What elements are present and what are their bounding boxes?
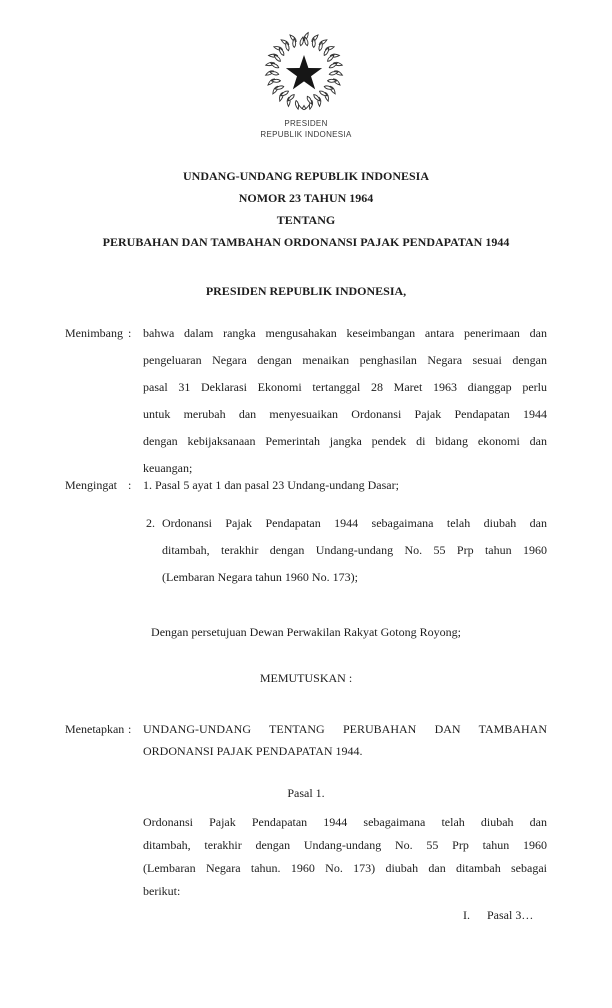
title-line-3: TENTANG xyxy=(276,213,336,227)
memutuskan-heading: MEMUTUSKAN : xyxy=(259,671,353,685)
text-line: untuk merubah dan menyesuaikan Ordonansi Pajak Pendapatan 1944 xyxy=(143,407,547,421)
text-line: bahwa dalam rangka mengusahakan keseimbangan antara penerimaan dan xyxy=(143,326,547,340)
title-line-2: NOMOR 23 TAHUN 1964 xyxy=(238,191,374,205)
text-line: pasal 31 Deklarasi Ekonomi tertanggal 28 Maret 1963 dianggap perlu xyxy=(143,380,547,394)
pasal-1-text xyxy=(143,811,547,903)
presidential-seal-icon xyxy=(261,28,347,114)
menimbang-label: Menimbang xyxy=(65,326,123,340)
mengingat-colon: : xyxy=(128,478,132,492)
text-line: Ordonansi Pajak Pendapatan 1944 sebagaimana telah diubah dan xyxy=(143,815,547,829)
mengingat-item-2-text xyxy=(162,510,547,591)
mengingat-item-2-number: 2. xyxy=(146,516,155,530)
mengingat-item-2 xyxy=(146,510,547,591)
seal-caption xyxy=(0,118,612,140)
title-line-4: PERUBAHAN DAN TAMBAHAN ORDONANSI PAJAK PENDAPATAN 1944 xyxy=(102,235,510,249)
page-continuation-marker xyxy=(463,907,533,923)
text-line: UNDANG-UNDANG TENTANG PERUBAHAN DAN TAMBAHAN xyxy=(143,722,547,736)
text-line: berikut: xyxy=(143,884,181,898)
mengingat-label: Mengingat xyxy=(65,478,117,492)
title-line-1: UNDANG-UNDANG REPUBLIK INDONESIA xyxy=(182,169,430,183)
menetapkan-colon: : xyxy=(128,722,132,736)
menetapkan-section xyxy=(65,718,547,768)
seal-caption-line1: PRESIDEN xyxy=(284,119,328,128)
wreath-bottom-ornament xyxy=(299,105,310,110)
menimbang-text xyxy=(143,320,547,482)
menetapkan-label: Menetapkan xyxy=(65,722,125,736)
text-line: dengan kebijaksanaan Pemerintah jangka pendek di bidang ekonomi dan xyxy=(143,434,547,448)
star-icon xyxy=(286,55,322,89)
text-line: (Lembaran Negara tahun. 1960 No. 173) diubah dan ditambah sebagai xyxy=(143,861,547,875)
text-line: ORDONANSI PAJAK PENDAPATAN 1944. xyxy=(143,744,363,758)
continuation-text: Pasal 3… xyxy=(487,908,534,922)
text-line: ditambah, terakhir dengan Undang-undang No. 55 Prp tahun 1960 xyxy=(143,838,547,852)
text-line: (Lembaran Negara tahun 1960 No. 173); xyxy=(162,570,358,584)
preamble-heading: PRESIDEN REPUBLIK INDONESIA, xyxy=(205,284,407,298)
seal-caption-line2: REPUBLIK INDONESIA xyxy=(260,130,352,139)
text-line: ditambah, terakhir dengan Undang-undang No. 55 Prp tahun 1960 xyxy=(162,543,547,557)
text-line: keuangan; xyxy=(143,461,193,475)
agreement-line: Dengan persetujuan Dewan Perwakilan Rakyat Gotong Royong; xyxy=(151,625,461,639)
document-title xyxy=(0,165,612,253)
mengingat-section xyxy=(65,472,547,502)
menimbang-section xyxy=(65,320,547,490)
pasal-1-heading: Pasal 1. xyxy=(287,786,325,800)
text-line: Ordonansi Pajak Pendapatan 1944 sebagaimana telah diubah dan xyxy=(162,516,547,530)
menetapkan-text xyxy=(143,718,547,762)
mengingat-item-1: 1. Pasal 5 ayat 1 dan pasal 23 Undang-undang Dasar; xyxy=(143,478,399,492)
continuation-numeral: I. xyxy=(463,908,470,922)
text-line: pengeluaran Negara dengan menaikan penghasilan Negara sesuai dengan xyxy=(143,353,547,367)
menimbang-colon: : xyxy=(128,326,132,340)
